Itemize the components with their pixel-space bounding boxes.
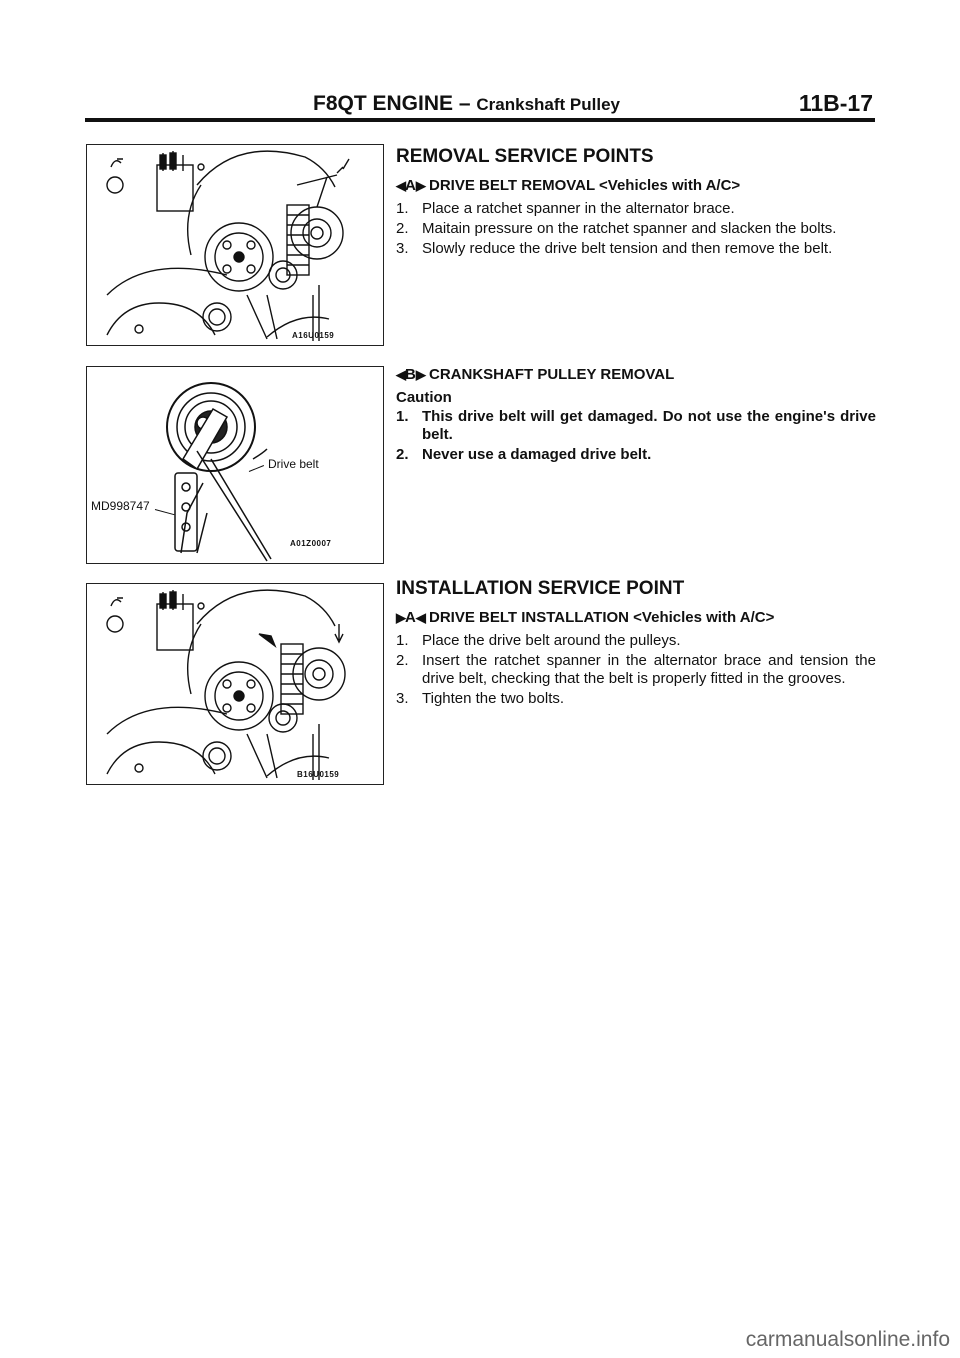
figure-code: B16U0159 <box>297 770 340 779</box>
figure-belt-removal <box>86 144 384 346</box>
figure-code: A01Z0007 <box>290 539 332 548</box>
header-rule <box>85 118 875 122</box>
caution-steps <box>396 408 876 464</box>
drive-belt-label: Drive belt <box>268 457 319 471</box>
page-number: 11B-17 <box>798 90 873 116</box>
header-subtitle: Crankshaft Pulley <box>476 95 620 114</box>
installation-title: INSTALLATION SERVICE POINT <box>396 578 685 599</box>
drive-belt-installation-steps <box>396 632 876 708</box>
list-item: 2. Never use a damaged drive belt. <box>396 446 652 463</box>
removal-section <box>396 146 876 260</box>
pulley-tool-illustration <box>87 367 383 563</box>
caution-label: Caution <box>396 389 452 406</box>
drive-belt-removal-steps <box>396 200 876 258</box>
installation-section <box>396 578 876 710</box>
figure-pulley-removal <box>86 366 384 564</box>
footer-watermark: carmanualsonline.info <box>745 1328 950 1351</box>
drive-belt-installation-heading: ▶A◀ DRIVE BELT INSTALLATION <Vehicles with A/C> <box>396 609 775 626</box>
drive-belt-removal-heading: ◀A▶ DRIVE BELT REMOVAL <Vehicles with A/C> <box>396 177 741 194</box>
list-item: 1. Place a ratchet spanner in the alternator brace. <box>396 200 735 217</box>
removal-title: REMOVAL SERVICE POINTS <box>396 146 654 167</box>
list-item: 3. Slowly reduce the drive belt tension and then remove the belt. <box>396 240 833 257</box>
figure-code: A16U0159 <box>292 331 335 340</box>
list-item: 2. Maitain pressure on the ratchet spanner and slacken the bolts. <box>396 220 837 237</box>
list-item: 2. Insert the ratchet spanner in the alternator brace and tension the drive belt, checking that the belt is properly fitted in the grooves. <box>396 652 876 687</box>
figure-belt-installation <box>86 583 384 785</box>
engine-front-illustration <box>87 584 383 784</box>
list-item: 3. Tighten the two bolts. <box>396 690 565 707</box>
header-title: F8QT ENGINE – Crankshaft Pulley <box>313 92 620 115</box>
crankshaft-pulley-removal <box>396 366 876 466</box>
page-header <box>85 88 875 122</box>
crankshaft-pulley-removal-heading: ◀B▶ CRANKSHAFT PULLEY REMOVAL <box>396 366 675 383</box>
list-item: 1. Place the drive belt around the pulleys. <box>396 632 681 649</box>
engine-front-illustration <box>87 145 383 345</box>
tool-number-label: MD998747 <box>91 499 150 513</box>
list-item: 1. This drive belt will get damaged. Do not use the engine's drive belt. <box>396 408 876 443</box>
